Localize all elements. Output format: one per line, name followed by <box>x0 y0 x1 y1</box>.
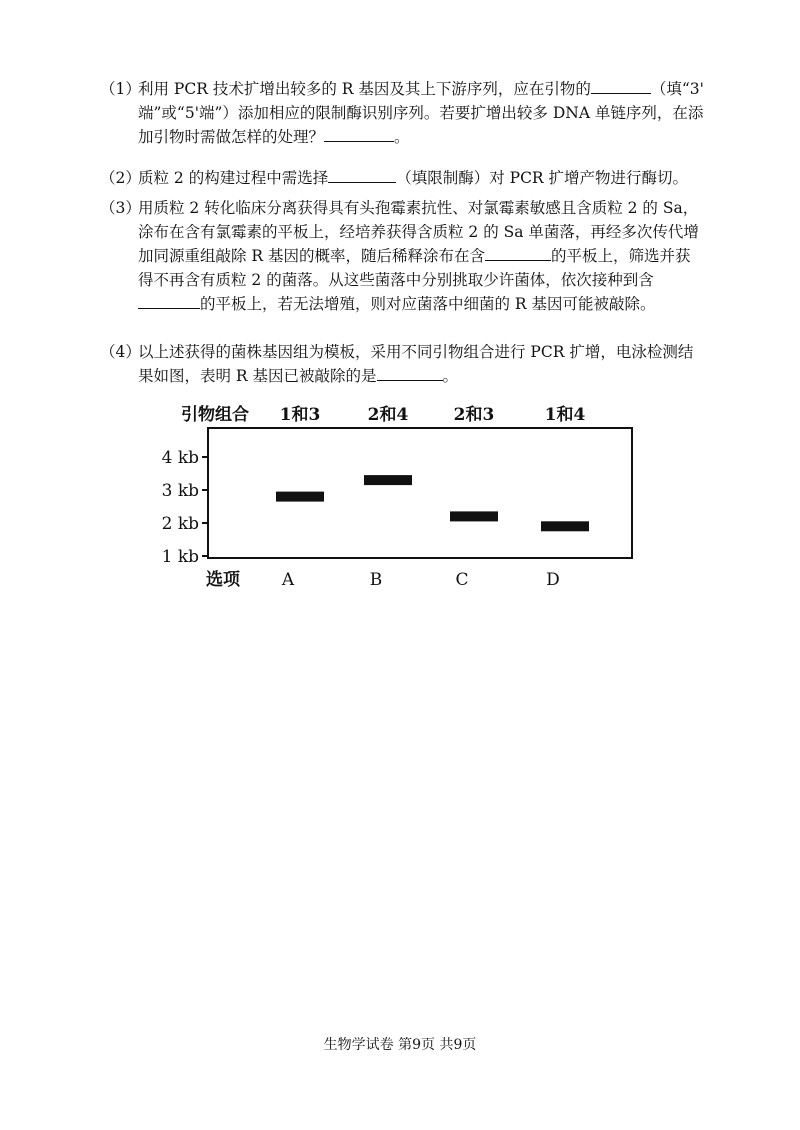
ladder-marker-label: 4 kb <box>161 448 199 468</box>
question-body: 质粒 2 的构建过程中需选择 （填限制酶）对 PCR 扩增产物进行酶切。 <box>138 166 762 190</box>
primer-pair-label: 1和3 <box>279 405 321 425</box>
dna-band <box>276 492 324 502</box>
primer-combination-label: 引物组合 <box>181 405 249 425</box>
dna-band <box>364 475 412 485</box>
ladder-marker-label: 2 kb <box>161 514 199 534</box>
question-number: （1） <box>100 80 141 98</box>
primer-pair-label: 2和3 <box>453 405 495 425</box>
dna-band <box>450 511 498 521</box>
question-number: （2） <box>100 169 141 187</box>
page-footer: 生物学试卷 第9页 共9页 <box>323 1037 477 1053</box>
question-body: 以上述获得的菌株基因组为模板，采用不同引物组合进行 PCR 扩增，电泳检测结 果如图，表明 R 基因已被敲除的是 。 <box>138 343 694 385</box>
option-letter-label: B <box>369 570 383 590</box>
question-body: 利用 PCR 技术扩增出较多的 R 基因及其上下游序列，应在引物的 （填“3' 端”或“5'端”）添加相应的限制酶识别序列。若要扩增出较多 DNA 单链序列，在添 加引物时需做怎样的处理？ 。 <box>138 77 762 149</box>
dna-band <box>541 521 589 531</box>
question-body: 用质粒 2 转化临床分离获得具有头孢霉素抗性、对氯霉素敏感且含质粒 2 的 Sa， 涂布在含有氯霉素的平板上，经培养获得含质粒 2 的 Sa 单菌落，再经多次传代增 加同源重组敲除 R 基因的概率，随后稀释涂布在含 的平板上，筛选并获 得不再含有质粒 2 的菌落。从这些菌落中分别挑取少许菌体，依次接种到含 的平板上，若无法增殖，则对应菌落中细菌的 R 基因可能被敲除。 <box>138 199 699 313</box>
primer-pair-label: 2和4 <box>367 405 409 425</box>
option-letter-label: C <box>455 570 469 590</box>
primer-pair-label: 1和4 <box>544 405 586 425</box>
question-number: （4） <box>100 343 141 361</box>
option-letter-label: A <box>281 570 295 590</box>
ladder-marker-label: 1 kb <box>161 547 199 567</box>
option-label: 选项 <box>206 570 240 590</box>
question-number: （3） <box>100 199 141 217</box>
option-letter-label: D <box>546 570 560 590</box>
ladder-marker-label: 3 kb <box>161 481 199 501</box>
gel-frame <box>208 428 632 558</box>
